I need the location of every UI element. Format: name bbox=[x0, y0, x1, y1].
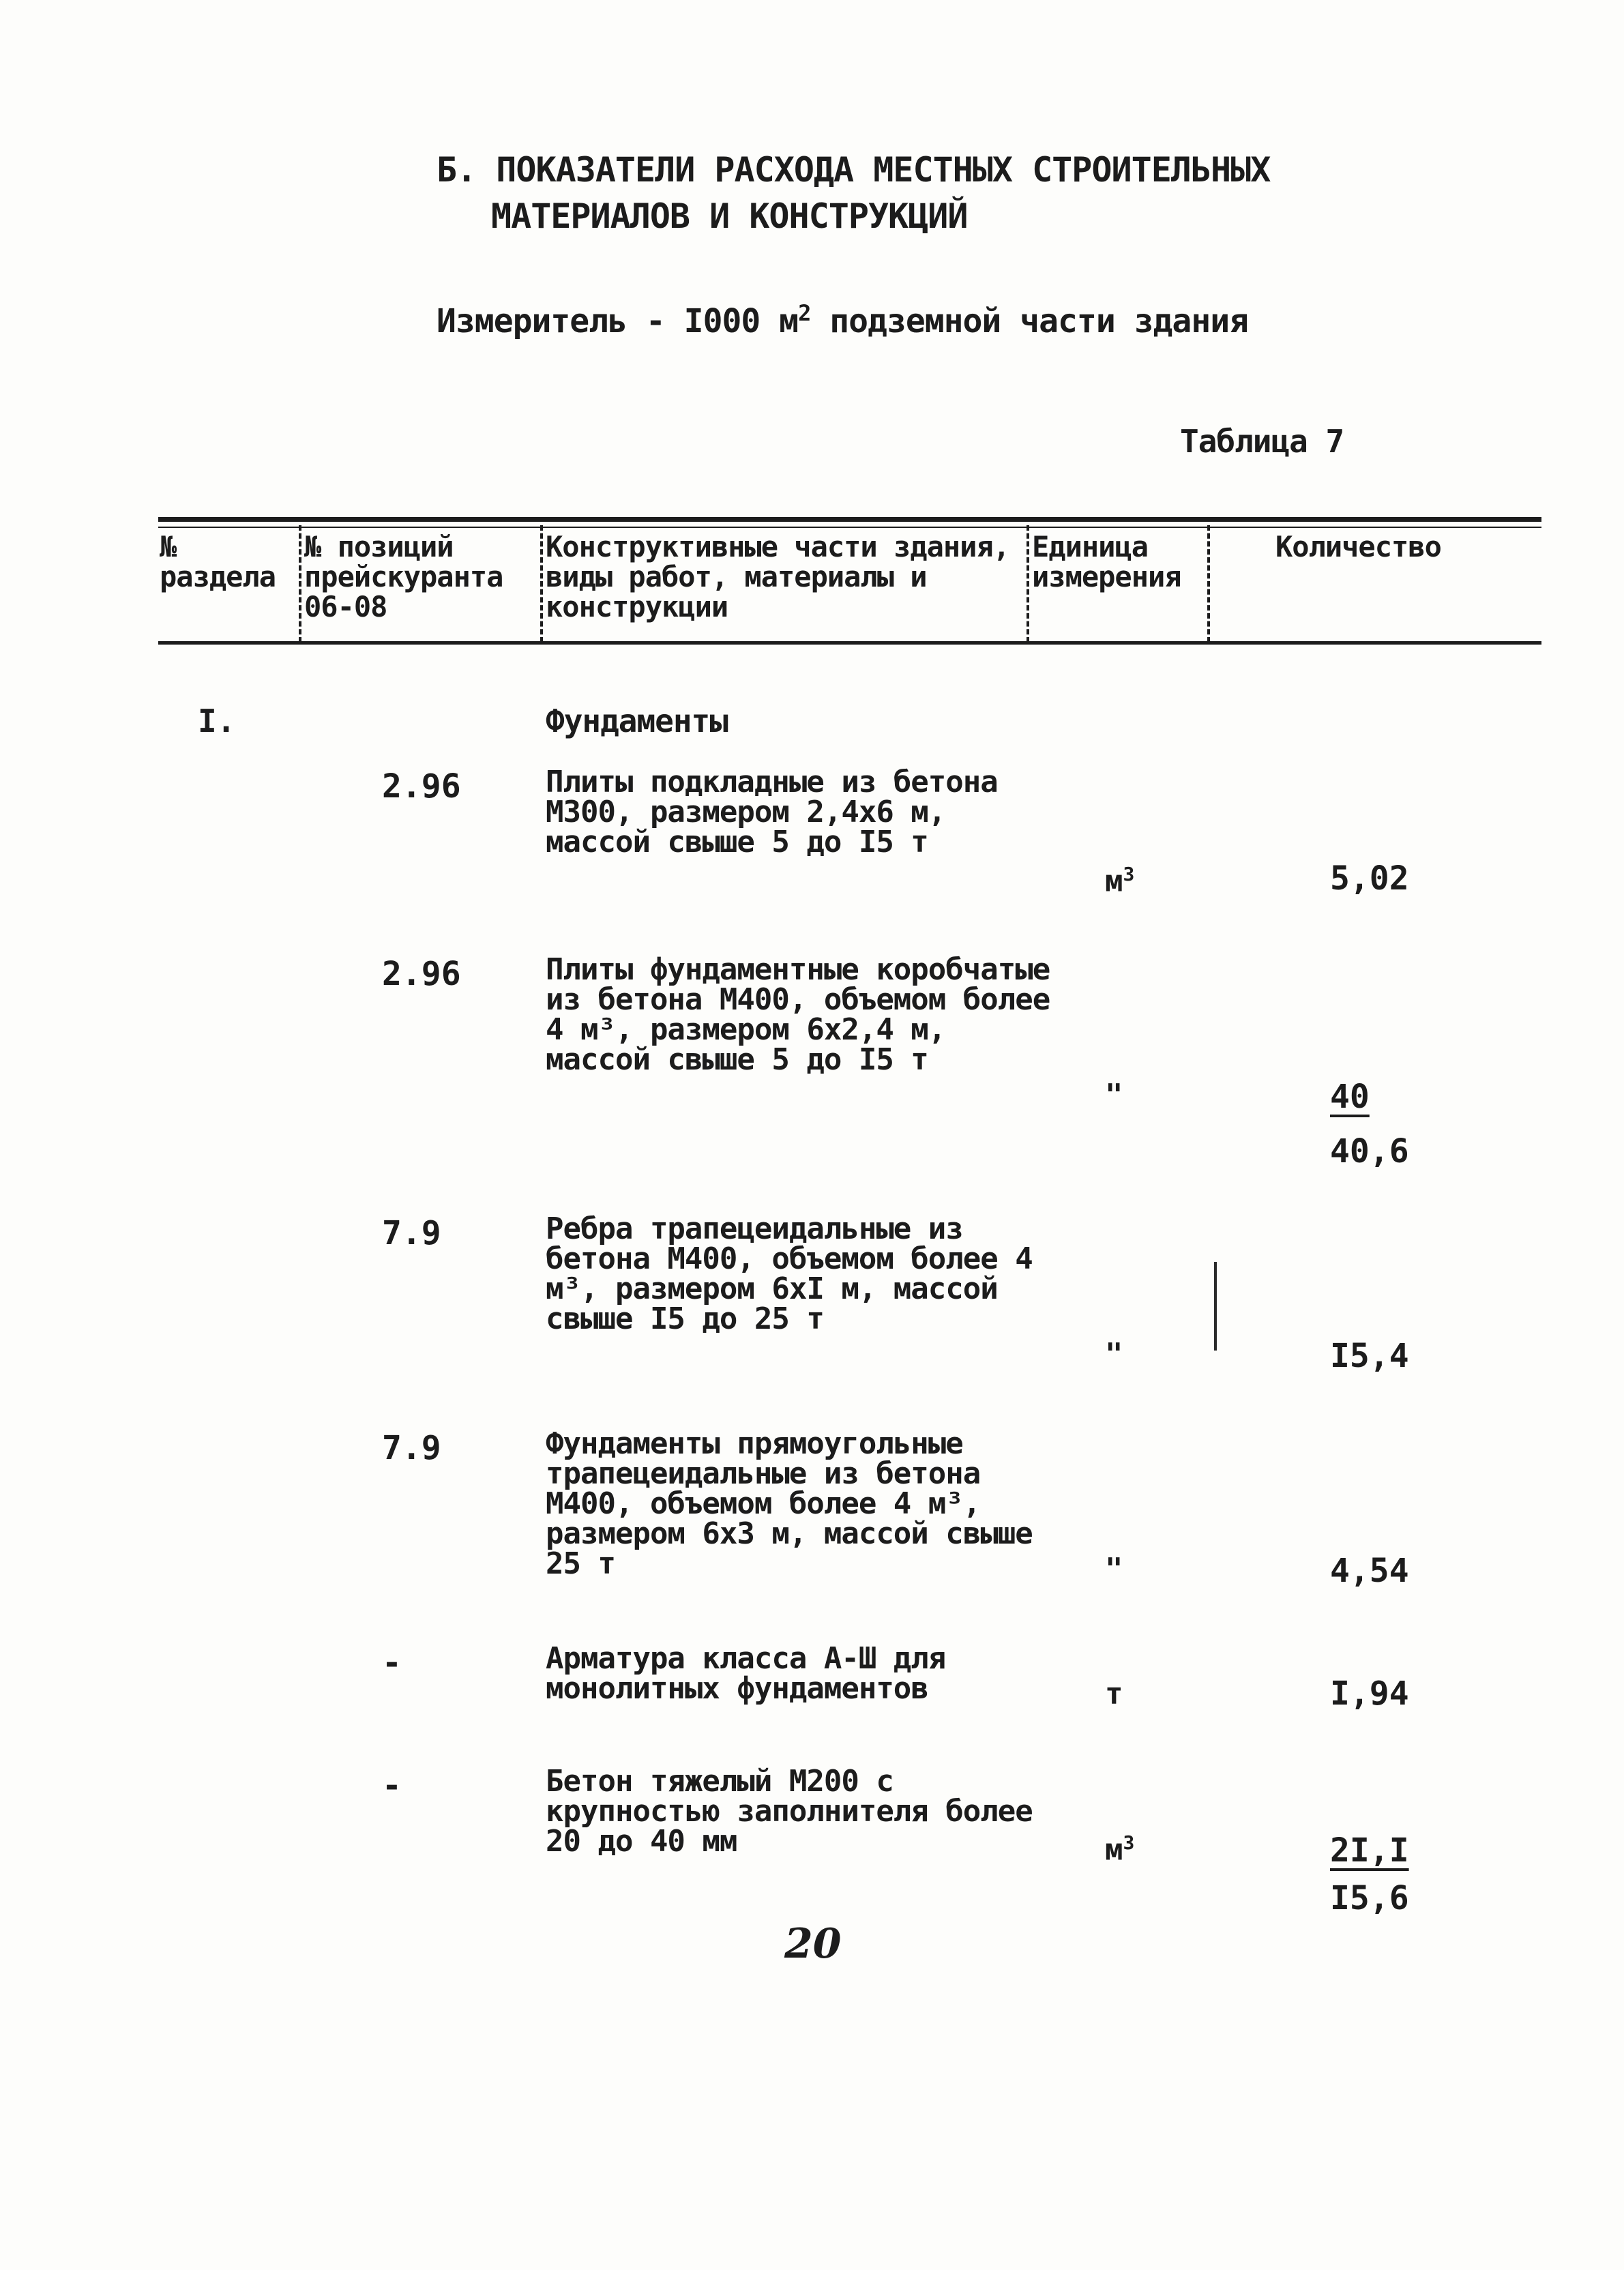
header-separator bbox=[540, 525, 543, 643]
row-quantity: 4,54 bbox=[1330, 1552, 1409, 1590]
measure-sup: 2 bbox=[798, 300, 811, 326]
table-top-rule-thin bbox=[158, 527, 1541, 528]
row-quantity: 2I,I bbox=[1330, 1831, 1409, 1870]
row-unit-text: м bbox=[1105, 864, 1123, 899]
row-position: 7.9 bbox=[382, 1429, 441, 1467]
row-quantity: I5,4 bbox=[1330, 1337, 1409, 1375]
row-position: 7.9 bbox=[382, 1214, 441, 1252]
row-unit: " bbox=[1105, 1552, 1123, 1587]
measure-unit-line bbox=[437, 300, 1248, 340]
section-name: Фундаменты bbox=[546, 703, 728, 739]
heading-line-2: МАТЕРИАЛОВ И КОНСТРУКЦИЙ bbox=[491, 196, 968, 236]
row-unit-sup: 3 bbox=[1123, 863, 1135, 885]
measure-prefix: Измеритель - I000 м bbox=[437, 302, 799, 340]
row-quantity: 40 bbox=[1330, 1078, 1370, 1116]
header-section-number: № раздела bbox=[160, 530, 276, 593]
row-quantity: I,94 bbox=[1330, 1675, 1409, 1713]
row-quantity-secondary: 40,6 bbox=[1330, 1132, 1409, 1170]
measure-suffix: подземной части здания bbox=[810, 302, 1249, 340]
row-position: - bbox=[382, 1644, 402, 1682]
header-separator bbox=[1027, 525, 1029, 643]
row-position: - bbox=[382, 1767, 402, 1805]
table-top-rule bbox=[158, 517, 1541, 522]
row-unit bbox=[1105, 1831, 1134, 1868]
row-description: Ребра трапецеидальные из бетона М400, объемом более 4 м³, размером 6хI м, массой свыше I5 до 25 т bbox=[546, 1211, 1033, 1336]
row-description: Плиты фундаментные коробчатые из бетона М400, объемом более 4 м³, размером 6х2,4 м, массой свыше 5 до I5 т bbox=[546, 952, 1050, 1077]
row-position: 2.96 bbox=[382, 955, 461, 993]
row-unit: " bbox=[1105, 1337, 1123, 1372]
header-unit: Единица измерения bbox=[1032, 530, 1181, 593]
row-unit-text: м bbox=[1105, 1832, 1123, 1868]
header-description: Конструктивные части здания, виды работ, материалы и конструкции bbox=[546, 530, 1010, 623]
row-unit: т bbox=[1105, 1677, 1123, 1711]
section-number: I. bbox=[198, 703, 236, 739]
row-description: Фундаменты прямоугольные трапецеидальные из бетона М400, объемом более 4 м³, размером 6х3 м, массой свыше 25 т bbox=[546, 1426, 1033, 1581]
page-number: 20 bbox=[784, 1920, 842, 1968]
heading-line-1: Б. ПОКАЗАТЕЛИ РАСХОДА МЕСТНЫХ СТРОИТЕЛЬНЫХ bbox=[437, 150, 1271, 190]
document-heading bbox=[437, 147, 1270, 239]
row-unit bbox=[1105, 863, 1134, 899]
row-unit: " bbox=[1105, 1078, 1123, 1112]
row-description: Плиты подкладные из бетона М300, размером 2,4х6 м, массой свыше 5 до I5 т bbox=[546, 765, 998, 859]
table-header-bottom-rule bbox=[158, 641, 1541, 645]
header-price-position: № позиций прейскуранта 06-08 bbox=[304, 530, 503, 623]
row-quantity: 5,02 bbox=[1330, 859, 1409, 898]
row-description: Бетон тяжелый М200 с крупностью заполнителя более 20 до 40 мм bbox=[546, 1764, 1033, 1859]
scan-mark bbox=[1214, 1262, 1217, 1351]
table-label: Таблица 7 bbox=[1180, 423, 1344, 460]
header-quantity: Количество bbox=[1275, 530, 1441, 563]
row-position: 2.96 bbox=[382, 767, 461, 806]
row-unit-sup: 3 bbox=[1123, 1831, 1135, 1854]
header-separator bbox=[299, 525, 301, 643]
row-description: Арматура класса А-Ш для монолитных фундаментов bbox=[546, 1641, 946, 1706]
row-quantity-secondary: I5,6 bbox=[1330, 1879, 1409, 1917]
